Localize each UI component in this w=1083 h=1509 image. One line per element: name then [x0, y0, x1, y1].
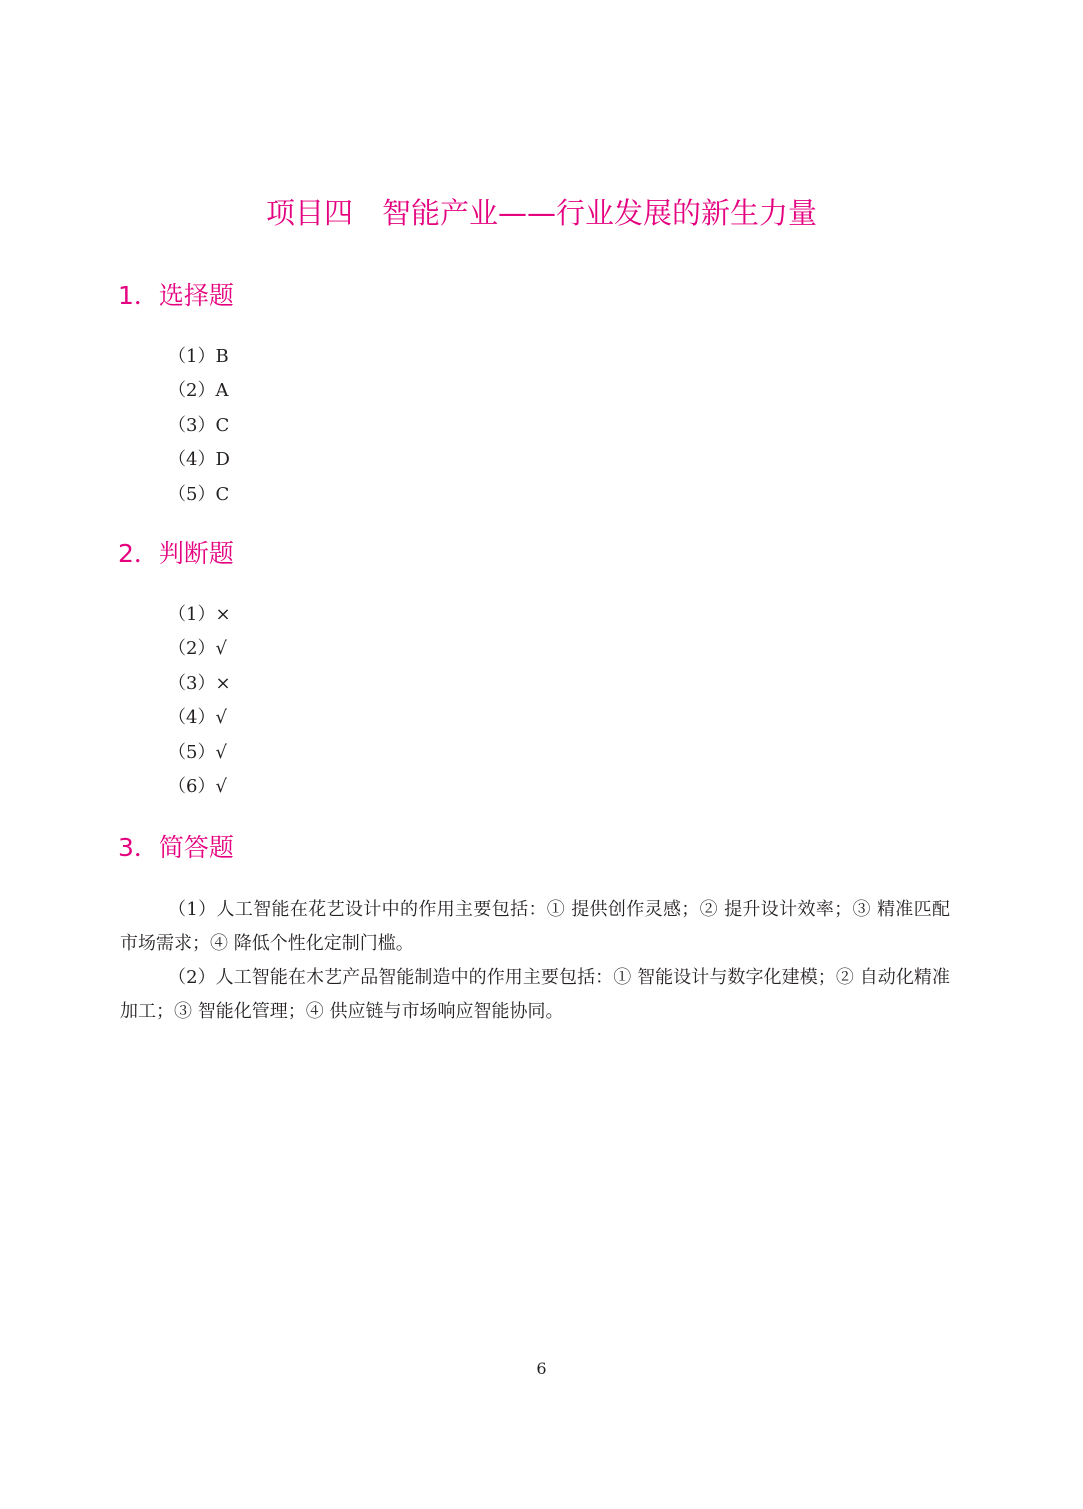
list-item: （1）× — [168, 604, 231, 625]
truefalse-answer-list — [168, 598, 231, 804]
answer-paragraph: （2）人工智能在木艺产品智能制造中的作用主要包括：① 智能设计与数字化建模；② 自动化精准加工；③ 智能化管理；④ 供应链与市场响应智能协同。 — [120, 967, 950, 1022]
list-item: （4）√ — [168, 707, 227, 729]
list-item: （1）B — [168, 346, 229, 367]
section-heading-truefalse: 2．判断题 — [118, 539, 234, 568]
list-item: （5）C — [168, 483, 230, 505]
list-item: （4）D — [168, 449, 230, 471]
list-item: （3）× — [168, 672, 231, 694]
page-title: 项目四 智能产业——行业发展的新生力量 — [265, 196, 817, 230]
list-item: （2）A — [168, 380, 229, 402]
list-item: （5）√ — [168, 741, 227, 763]
section-heading-choice: 1．选择题 — [118, 281, 234, 310]
list-item: （3）C — [168, 414, 230, 436]
choice-answer-list — [168, 340, 230, 512]
list-item: （6）√ — [168, 775, 227, 797]
answer-paragraph: （1）人工智能在花艺设计中的作用主要包括：① 提供创作灵感；② 提升设计效率；③ 精准匹配市场需求；④ 降低个性化定制门槛。 — [120, 899, 950, 954]
list-item: （2）√ — [168, 638, 227, 660]
short-answer-body — [120, 893, 950, 1029]
section-heading-short-answer: 3．简答题 — [118, 833, 234, 862]
page-number: 6 — [536, 1359, 547, 1378]
